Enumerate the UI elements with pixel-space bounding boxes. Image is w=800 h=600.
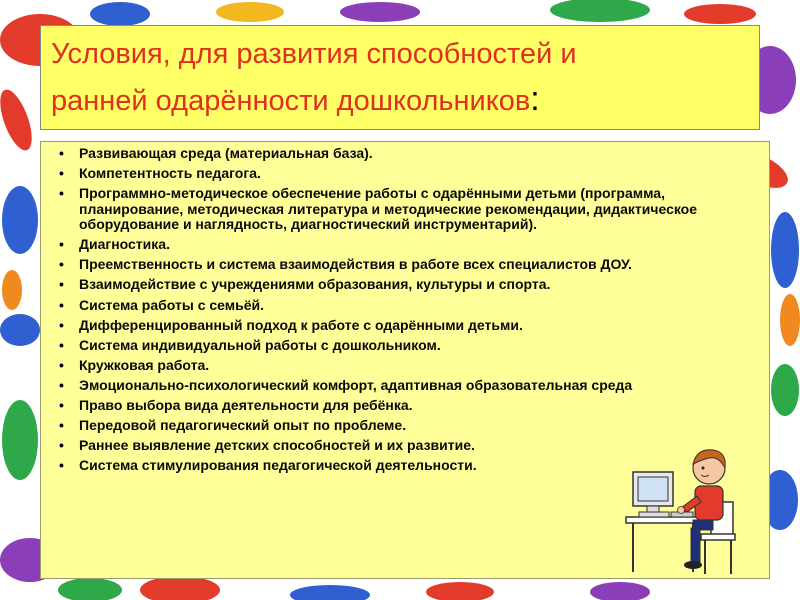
page-title-colon: : (530, 80, 540, 118)
list-item (59, 257, 749, 273)
list-item-text: Преемственность и система взаимодействия в работе всех специалистов ДОУ. (79, 256, 632, 273)
bullet-icon: • (59, 316, 64, 333)
list-item-text: Компетентность педагога. (79, 165, 261, 182)
list-item-text: Система индивидуальной работы с дошкольником. (79, 336, 441, 353)
bullet-icon: • (59, 145, 64, 161)
bullet-icon: • (59, 256, 64, 273)
list-item (59, 418, 749, 434)
bullet-icon: • (59, 336, 64, 353)
bullet-icon: • (59, 185, 64, 202)
list-item-text: Право выбора вида деятельности для ребёнка. (79, 397, 413, 414)
list-item-text: Эмоционально-психологический комфорт, адаптивная образовательная среда (79, 376, 633, 393)
list-item-text: Кружковая работа. (79, 356, 210, 373)
bullet-icon: • (59, 276, 64, 293)
bullet-icon: • (59, 457, 64, 474)
list-item-text: Дифференцированный подход к работе с одарёнными детьми. (79, 316, 523, 333)
bullet-icon: • (59, 296, 64, 313)
conditions-list (59, 146, 749, 478)
list-item-text: Взаимодействие с учреждениями образования, культуры и спорта. (79, 276, 551, 293)
page-title-line-2 (51, 77, 749, 124)
list-item (59, 378, 749, 394)
bullet-icon: • (59, 165, 64, 182)
list-item-text: Система стимулирования педагогической деятельности. (79, 457, 477, 474)
list-item-text: Программно-методическое обеспечение работы с одарёнными детьми (программа, планирование, методическая литература и методические рекомендации, дидактическое оборудование и наглядность, диагностический инструментарий). (79, 185, 698, 233)
list-item-text: Диагностика. (79, 236, 170, 253)
list-item (59, 298, 749, 314)
boy-at-computer-icon (621, 442, 751, 582)
list-item-text: Развивающая среда (материальная база). (79, 145, 373, 161)
title-box (40, 25, 760, 130)
list-item (59, 186, 749, 233)
bullet-icon: • (59, 437, 64, 454)
bullet-icon: • (59, 236, 64, 253)
list-item (59, 318, 749, 334)
bullet-icon: • (59, 397, 64, 414)
list-item (59, 146, 749, 162)
bullet-icon: • (59, 356, 64, 373)
page-title-line-1: Условия, для развития способностей и (51, 38, 577, 70)
list-item-text: Раннее выявление детских способностей и их развитие. (79, 437, 475, 454)
list-item-text: Передовой педагогический опыт по проблеме. (79, 417, 407, 434)
bullet-icon: • (59, 376, 64, 393)
list-item (59, 358, 749, 374)
page-title-line-2-text: ранней одарённости дошкольников (51, 85, 531, 117)
list-item-text: Система работы с семьёй. (79, 296, 265, 313)
list-item (59, 237, 749, 253)
list-item (59, 166, 749, 182)
list-item (59, 338, 749, 354)
list-item (59, 398, 749, 414)
list-item (59, 277, 749, 293)
content-box (40, 141, 770, 579)
bullet-icon: • (59, 417, 64, 434)
